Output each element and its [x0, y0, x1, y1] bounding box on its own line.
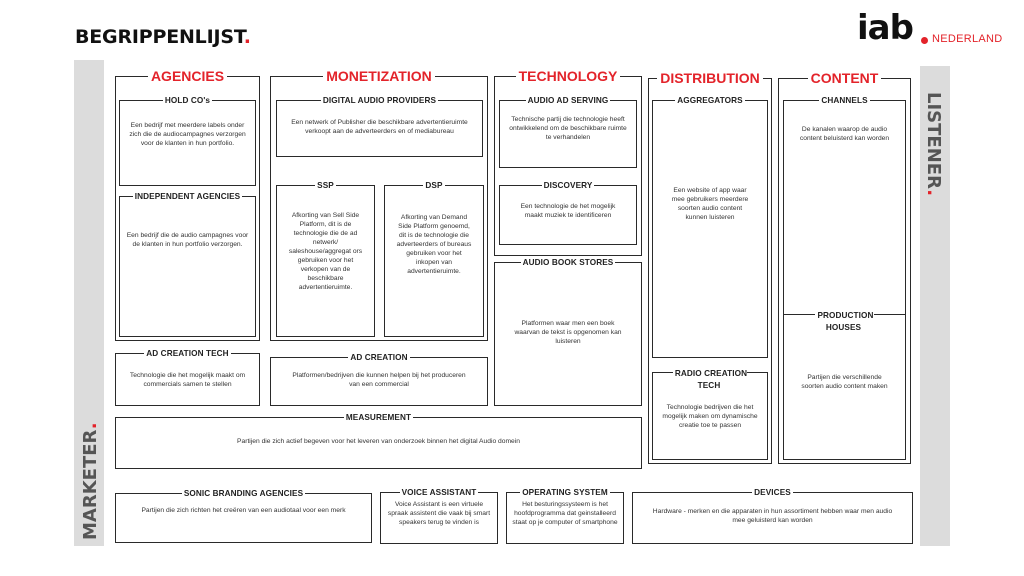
box-title: AD CREATION TECH	[146, 349, 229, 358]
box-text: Een website of app waar mee gebruikers meerdere soorten audio content kunnen luisteren	[671, 187, 749, 221]
box-title: OPERATING SYSTEM	[522, 488, 608, 497]
box-text: Een technologie de het mogelijk maakt muziek te identificeren	[520, 203, 616, 219]
column-header-agencies: AGENCIES	[115, 68, 260, 84]
box-text: De kanalen waarop de audio content beluisterd kan worden	[799, 126, 890, 142]
box-title: DISCOVERY	[543, 181, 593, 190]
box-text: Technische partij die technologie heeft ontwikkelend om de beschikbare ruimte te verhandelen	[509, 116, 627, 141]
column-header-technology: TECHNOLOGY	[494, 68, 642, 84]
column-header-monetization: MONETIZATION	[270, 68, 488, 84]
box-text: Een netwerk of Publisher die beschikbare advertentieruimte verkoopt aan de adverteerders en of mediabureau	[291, 119, 468, 135]
box-independent-agencies	[119, 192, 256, 337]
box-title: AGGREGATORS	[677, 96, 743, 105]
box-radio-creation-tech	[652, 369, 768, 460]
box-title: SONIC BRANDING AGENCIES	[183, 489, 304, 498]
box-text: Een bedrijf met meerdere labels onder zich die de audiocampagnes verzorgen voor de klanten in hun portfolio.	[129, 122, 246, 147]
box-production-houses	[783, 311, 906, 460]
box-text: Platformen/bedrijven die kunnen helpen bij het produceren van een commercial	[292, 372, 466, 388]
box-ad-creation-tech	[115, 349, 260, 406]
box-text: Het besturingssysteem is het hoofdprogramma dat geinstalleerd staat op je computer of smartphone	[512, 501, 618, 526]
box-text: Hardware - merken en die apparaten in hun assortiment hebben waar men audio mee geluisterd kan worden	[652, 508, 893, 524]
logo-dot-icon	[921, 37, 928, 44]
box-title: PRODUCTION HOUSES	[817, 311, 874, 332]
box-title: SSP	[317, 181, 334, 190]
box-audio-ad-serving	[499, 96, 637, 168]
column-header-distribution: DISTRIBUTION	[648, 70, 772, 86]
box-devices	[632, 488, 913, 544]
box-title: DSP	[425, 181, 443, 190]
box-text: Partijen die zich richten het creëren van een audiotaal voor een merk	[141, 507, 346, 514]
page-title: BEGRIPPENLIJST.	[75, 26, 251, 48]
box-discovery	[499, 181, 637, 245]
box-ad-creation	[270, 353, 488, 406]
box-title: MEASUREMENT	[345, 413, 412, 422]
box-title: RADIO CREATION TECH	[674, 369, 748, 390]
box-measurement	[115, 413, 642, 469]
box-title: INDEPENDENT AGENCIES	[134, 192, 241, 201]
box-title: CHANNELS	[821, 96, 868, 105]
box-hold-cos	[119, 96, 256, 186]
box-text: Voice Assistant is een virtuele spraak assistent die vaak bij smart speakers terug te vinden is	[387, 501, 491, 526]
box-voice-assistant	[380, 488, 498, 544]
box-text: Een bedrijf die de audio campagnes voor de klanten in hun portfolio verzorgen.	[126, 232, 249, 248]
box-text: Partijen die verschillende soorten audio content maken	[801, 374, 888, 390]
box-title: DIGITAL AUDIO PROVIDERS	[322, 96, 437, 105]
box-text: Technologie bedrijven die het mogelijk maken om dynamische creatie toe te passen	[662, 404, 758, 429]
iab-logo: iab	[857, 8, 913, 48]
box-title: VOICE ASSISTANT	[401, 488, 477, 497]
box-ssp	[276, 181, 375, 337]
box-dsp	[384, 181, 484, 337]
box-digital-audio-providers	[276, 96, 483, 157]
box-title: AUDIO BOOK STORES	[522, 258, 614, 267]
box-aggregators	[652, 96, 768, 358]
box-title: AD CREATION	[350, 353, 408, 362]
box-audio-book-stores	[494, 258, 642, 406]
listener-label: LISTENER.	[923, 92, 944, 197]
iab-logo-subtitle: NEDERLAND	[932, 33, 1003, 45]
box-text: Technologie die het mogelijk maakt om commercials samen te stellen	[129, 372, 246, 388]
marketer-label: MARKETER.	[80, 422, 101, 540]
box-text: Platformen waar men een boek waarvan de tekst is opgenomen kan luisteren	[514, 320, 622, 345]
column-header-content: CONTENT	[778, 70, 911, 86]
box-operating-system	[506, 488, 624, 544]
box-title: DEVICES	[754, 488, 791, 497]
box-text: Afkorting van Sell Side Platform, dit is de technologie die de ad netwerk/ saleshouse/aggregat ors gebruiken voor het verkopen van de beschikbare advertentieruimte.	[288, 212, 363, 291]
box-text: Partijen die zich actief begeven voor het leveren van onderzoek binnen het digital Audio domein	[237, 438, 520, 445]
box-title: HOLD CO's	[164, 96, 211, 105]
box-text: Afkorting van Demand Side Platform genoemd, dit is de technologie die adverteerders of bureaus gebruiken voor het inkopen van advertentieruimte.	[396, 214, 472, 275]
box-title: AUDIO AD SERVING	[527, 96, 609, 105]
box-sonic-branding-agencies	[115, 489, 372, 543]
